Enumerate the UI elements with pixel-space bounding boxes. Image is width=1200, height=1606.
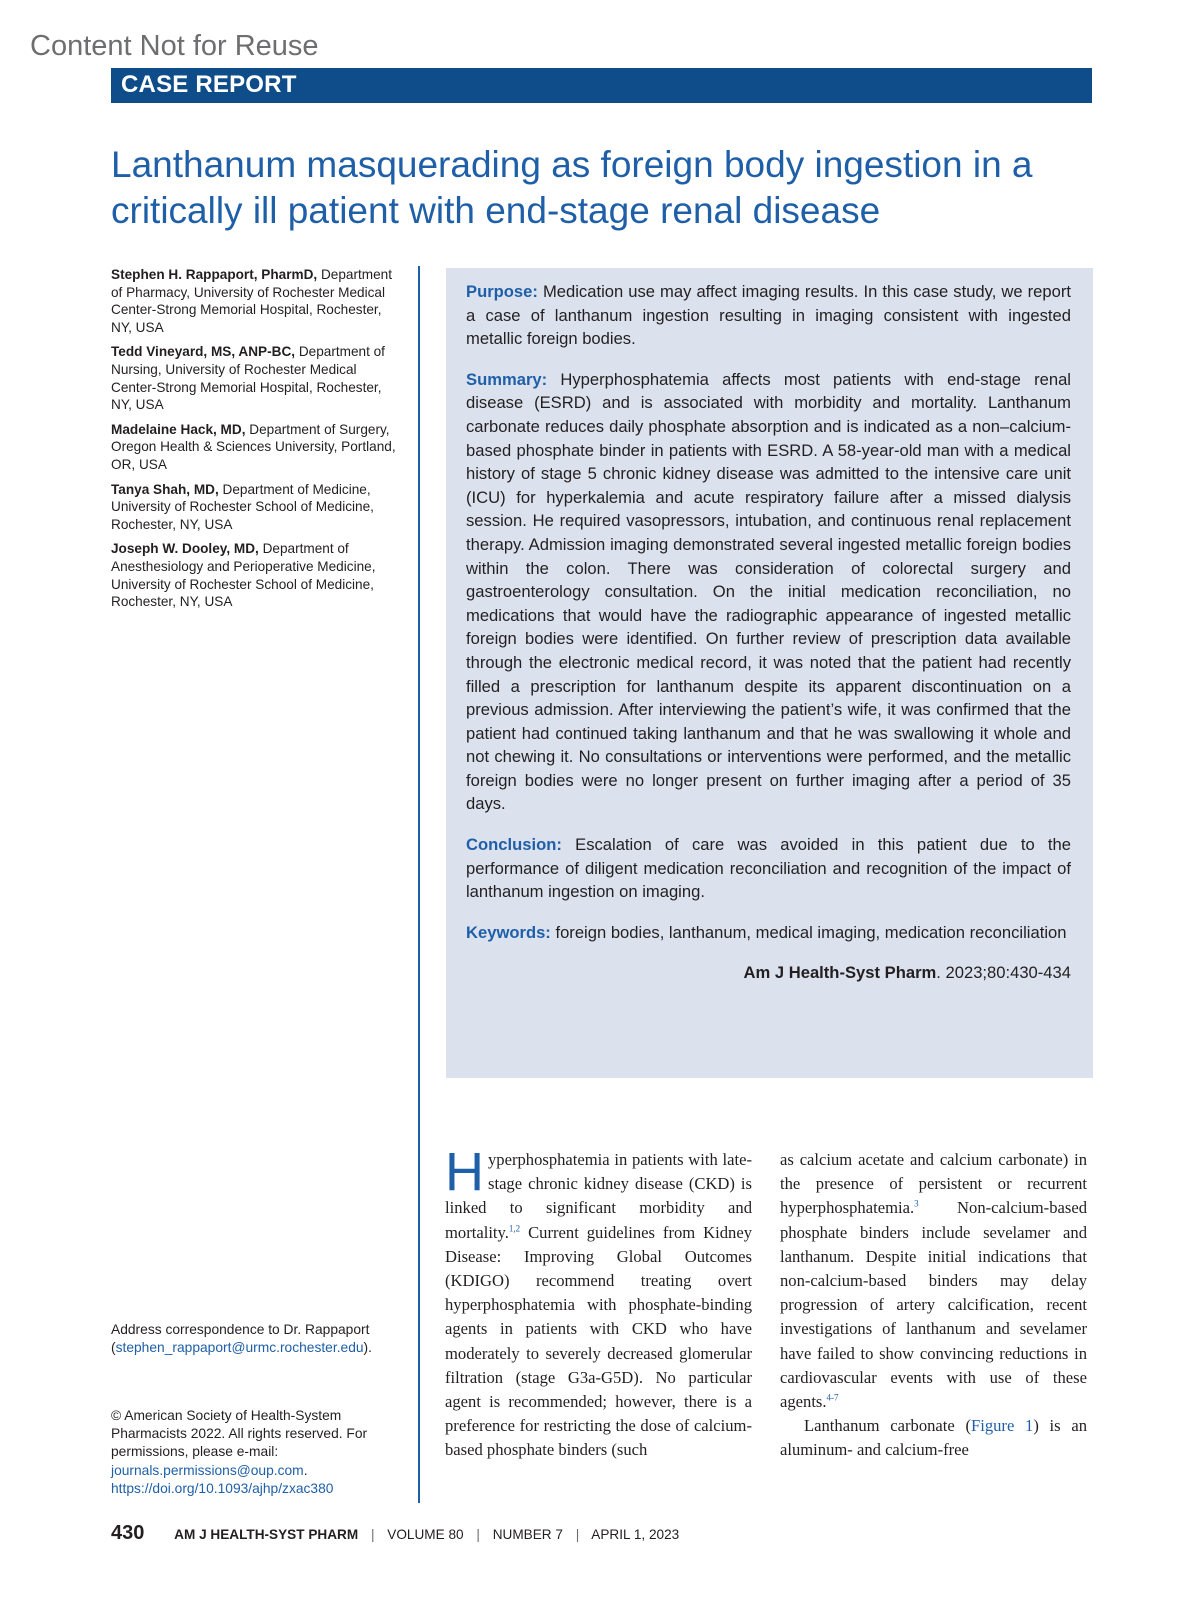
author-affiliation: Department of Pharmacy, University of Rochester Medical Center-Strong Memorial Hospital, Rochester, NY, USA	[111, 267, 393, 335]
body-column-1	[445, 1142, 752, 1463]
author-entry	[111, 266, 401, 336]
copyright-end: .	[303, 1462, 308, 1478]
author-name: Madelaine Hack, MD,	[111, 421, 246, 437]
author-name: Joseph W. Dooley, MD,	[111, 541, 259, 557]
correspondence-email-link[interactable]: stephen_rappaport@urmc.rochester.edu	[115, 1340, 364, 1356]
reference-marker[interactable]: 4-7	[826, 1392, 839, 1403]
body-paragraph	[780, 1148, 1087, 1414]
abstract-keywords	[466, 921, 1071, 945]
section-banner	[111, 68, 1092, 103]
footer-separator: |	[575, 1527, 580, 1542]
author-entry	[111, 421, 401, 474]
footer-volume: VOLUME 80	[387, 1527, 464, 1542]
author-affiliation: Department of Surgery, Oregon Health & Sciences University, Portland, OR, USA	[111, 421, 396, 472]
section-label: CASE REPORT	[121, 71, 297, 98]
body-text: as calcium acetate and calcium carbonate) in the presence of persistent or recurrent hyperphosphatemia.	[780, 1150, 1087, 1218]
body-paragraph	[445, 1142, 752, 1463]
purpose-heading: Purpose:	[466, 282, 538, 301]
doi-link[interactable]: https://doi.org/10.1093/ajhp/zxac380	[111, 1480, 334, 1496]
conclusion-text: Escalation of care was avoided in this patient due to the performance of diligent medication reconciliation and recognition of the impact of lanthanum ingestion on imaging.	[466, 835, 1071, 902]
summary-heading: Summary:	[466, 369, 548, 389]
author-affiliation: Department of Nursing, University of Rochester Medical Center-Strong Memorial Hospital, Rochester, NY, USA	[111, 344, 385, 413]
footer-journal: AM J HEALTH-SYST PHARM	[174, 1527, 359, 1542]
correspondence-note	[111, 1321, 406, 1357]
body-text: Current guidelines from Kidney Disease: Improving Global Outcomes (KDIGO) recommend treating overt hyperphosphatemia with phosphate-binding agents in patients with CKD who have moderately to severely decreased glomerular filtration (stage G3a-G5D). No particular agent is recommended; however, there is a preference for restricting the dose of calcium-based phosphate binders (such	[445, 1222, 752, 1460]
author-entry	[111, 343, 401, 413]
article-title: Lanthanum masquerading as foreign body ingestion in a critically ill patient with end-stage renal disease	[111, 144, 1033, 231]
abstract-summary	[466, 368, 1071, 816]
copyright-text: © American Society of Health-System Pharmacists 2022. All rights reserved. For permissions, please e-mail:	[111, 1408, 368, 1460]
watermark: Content Not for Reuse	[30, 30, 319, 62]
correspondence-close: ).	[363, 1340, 372, 1356]
reference-marker[interactable]: 1,2	[508, 1223, 521, 1234]
permissions-email-link[interactable]: journals.permissions@oup.com	[111, 1462, 304, 1478]
abstract-box	[446, 268, 1093, 1078]
reference-marker[interactable]: 3	[914, 1198, 919, 1209]
author-name: Tedd Vineyard, MS, ANP-BC,	[111, 344, 296, 360]
author-list	[111, 266, 401, 618]
author-affiliation: Department of Anesthesiology and Perioperative Medicine, University of Rochester School of Medicine, Rochester, NY, USA	[111, 541, 376, 610]
summary-text: Hyperphosphatemia affects most patients with end-stage renal disease (ESRD) and is associated with morbidity and mortality. Lanthanum carbonate reduces daily phosphate absorption and is indicated as a non–calcium-based phosphate binder in patients with ESRD. A 58-year-old man with a medical history of stage 5 chronic kidney disease was admitted to the intensive care unit (ICU) for hyperkalemia and acute respiratory failure after a missed dialysis session. He required vasopressors, intubation, and continuous renal replacement therapy. Admission imaging demonstrated several ingested metallic foreign bodies within the colon. There was consideration of colorectal surgery and gastroenterology consultation. On the initial medication reconciliation, no medications that would have the radiographic appearance of ingested metallic foreign bodies were identified. On further review of prescription data available through the electronic medical record, it was noted that the patient had recently filled a prescription for lanthanum despite its apparent discontinuation on a previous admission. After interviewing the patient’s wife, it was confirmed that the patient had continued taking lanthanum and that he was swallowing it whole and not chewing it. No consultations or interventions were performed, and the metallic foreign bodies were no longer present on further imaging after a period of 35 days.	[466, 369, 1071, 814]
body-text: yperphosphatemia in patients with late-stage chronic kidney disease (CKD) is linked to significant morbidity and mortality.	[445, 1150, 752, 1242]
author-entry	[111, 540, 401, 610]
column-divider	[418, 266, 420, 1503]
body-column-2	[780, 1148, 1087, 1463]
purpose-text: Medication use may affect imaging results. In this case study, we report a case of lanthanum ingestion resulting in imaging consistent with ingested metallic foreign bodies.	[466, 282, 1071, 349]
body-text: Lanthanum carbonate (	[804, 1416, 971, 1436]
footer-date: APRIL 1, 2023	[591, 1527, 680, 1542]
abstract-purpose	[466, 280, 1071, 351]
page-number: 430	[111, 1522, 145, 1544]
author-entry	[111, 481, 401, 534]
author-name: Tanya Shah, MD,	[111, 481, 219, 497]
copyright-note	[111, 1407, 406, 1498]
figure-reference-link[interactable]: Figure 1	[971, 1416, 1034, 1436]
correspondence-text: Address correspondence to Dr. Rappaport (	[111, 1322, 370, 1356]
citation-journal: Am J Health-Syst Pharm	[743, 963, 937, 983]
conclusion-heading: Conclusion:	[466, 835, 562, 855]
page-footer	[111, 1522, 679, 1545]
drop-cap: H	[445, 1142, 484, 1202]
body-text: ) is an aluminum- and calcium-free	[780, 1416, 1087, 1460]
footer-number: NUMBER 7	[492, 1527, 563, 1542]
keywords-heading: Keywords:	[466, 922, 551, 942]
citation-detail: . 2023;80:430-434	[936, 963, 1071, 983]
author-name: Stephen H. Rappaport, PharmD,	[111, 267, 318, 282]
footer-separator: |	[476, 1527, 480, 1542]
footer-separator: |	[370, 1527, 375, 1542]
body-paragraph	[780, 1414, 1087, 1462]
body-text: Non-calcium-based phosphate binders include sevelamer and lanthanum. Despite initial indications that non-calcium-based binders may delay progression of artery calcification, recent investigations of lanthanum and sevelamer have failed to show convincing reductions in cardiovascular events with use of these agents.	[780, 1198, 1087, 1412]
keywords-text: foreign bodies, lanthanum, medical imaging, medication reconciliation	[555, 922, 1067, 942]
citation	[466, 961, 1071, 985]
abstract-conclusion	[466, 833, 1071, 904]
author-affiliation: Department of Medicine, University of Rochester School of Medicine, Rochester, NY, USA	[111, 481, 374, 532]
